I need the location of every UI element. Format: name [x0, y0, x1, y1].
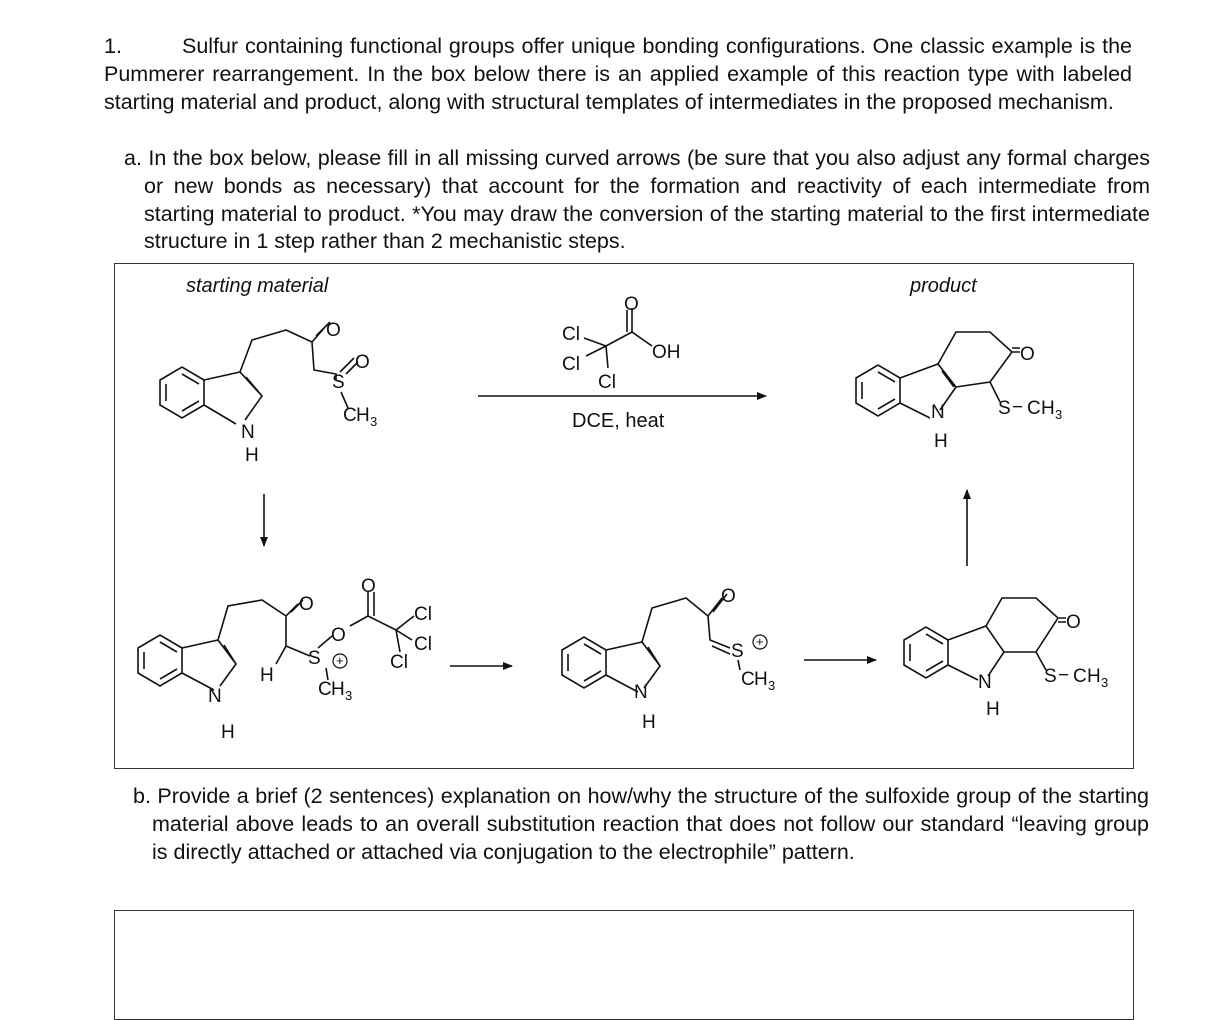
intermediate-1-structure	[138, 576, 432, 743]
int3-nh-hydrogen: H	[986, 699, 1000, 720]
part-b-prompt: b. Provide a brief (2 sentences) explanation on how/why the structure of the sulfoxide group of the starting material above leads to an overall substitution reaction that does not follow our standard “leaving group is directly attached or attached via conjugation to the electrophile” pattern.	[133, 784, 1149, 864]
reagent-cl-2: Cl	[562, 354, 580, 375]
sm-methyl-c: C	[343, 405, 357, 426]
sm-nitrogen: N	[241, 422, 255, 443]
int1-nitrogen: N	[208, 686, 222, 707]
int2-sulfur: S	[731, 641, 744, 662]
product-ketone-oxygen: O	[1020, 344, 1035, 365]
int1-nh-hydrogen: H	[221, 722, 235, 743]
reagent-cl-3: Cl	[598, 372, 616, 393]
int2-nitrogen: N	[634, 682, 648, 703]
intermediate-3-structure	[904, 598, 1108, 720]
int1-ketone-oxygen: O	[299, 594, 314, 615]
product-methyl-c: C	[1027, 398, 1041, 419]
sm-methyl-h: H	[356, 405, 370, 426]
product-structure	[856, 332, 1062, 452]
answer-box[interactable]	[114, 910, 1134, 1020]
int2-methyl-3: 3	[768, 678, 776, 693]
question-1-text: Sulfur containing functional groups offer unique bonding configurations. One classic example is the Pummerer rearrangement. In the box below there is an applied example of this reaction type with labeled starting material and product, along with structural templates of intermediates in the proposed mechanism.	[104, 34, 1132, 114]
product-hydrogen: H	[934, 431, 948, 452]
int1-plus: +	[336, 653, 344, 668]
int1-methyl-h: H	[331, 679, 345, 700]
int1-sulfur: S	[308, 648, 321, 669]
intermediate-2-structure	[562, 586, 775, 733]
int1-methyl-3: 3	[345, 688, 353, 703]
product-sulfur: S	[998, 398, 1011, 419]
int3-nitrogen: N	[978, 672, 992, 693]
reagent-cl-1: Cl	[562, 324, 580, 345]
starting-material-label: starting material	[186, 275, 329, 297]
sm-methyl-3: 3	[370, 414, 378, 429]
part-a-prompt: a. In the box below, please fill in all missing curved arrows (be sure that you also adjust any formal charges or new bonds as necessary) that account for the formation and reactivity of each intermediate from starting material to product. *You may draw the conversion of the starting material to the first intermediate structure in 1 step rather than 2 mechanistic steps.	[124, 146, 1150, 254]
reagent-trichloroacetic-acid	[562, 294, 681, 393]
int1-cl-3: Cl	[390, 652, 408, 673]
starting-material-structure	[160, 320, 377, 466]
int1-alpha-h: H	[260, 665, 274, 686]
sm-hydrogen: H	[245, 445, 259, 466]
int2-nh-hydrogen: H	[642, 712, 656, 733]
int1-cl-2: Cl	[414, 634, 432, 655]
product-nitrogen: N	[931, 402, 945, 423]
int3-methyl-c: C	[1073, 666, 1087, 687]
sm-sulfoxide-oxygen: O	[355, 352, 370, 373]
int2-methyl-h: H	[754, 669, 768, 690]
int3-methyl-h: H	[1087, 666, 1101, 687]
int1-cl-1: Cl	[414, 604, 432, 625]
reagent-carbonyl-oxygen: O	[624, 294, 639, 315]
product-methyl-3: 3	[1055, 407, 1063, 422]
int1-ester-oxygen: O	[331, 625, 346, 646]
sm-ketone-oxygen: O	[326, 320, 341, 341]
product-label: product	[910, 275, 977, 297]
int1-methyl-c: C	[318, 679, 332, 700]
sm-sulfur: S	[332, 372, 345, 393]
reaction-conditions: DCE, heat	[572, 410, 665, 432]
reagent-hydroxyl: OH	[652, 342, 681, 363]
product-bond-dash: −	[1012, 397, 1024, 418]
product-methyl-h: H	[1041, 398, 1055, 419]
int3-bond-dash: −	[1058, 665, 1070, 686]
int3-ketone-oxygen: O	[1066, 612, 1081, 633]
int3-sulfur: S	[1044, 666, 1057, 687]
int2-ketone-oxygen: O	[721, 586, 736, 607]
int3-methyl-3: 3	[1101, 675, 1109, 690]
int2-methyl-c: C	[741, 669, 755, 690]
question-number: 1.	[104, 34, 122, 58]
int1-carbonyl-oxygen: O	[361, 576, 376, 597]
int2-plus: +	[756, 634, 764, 649]
